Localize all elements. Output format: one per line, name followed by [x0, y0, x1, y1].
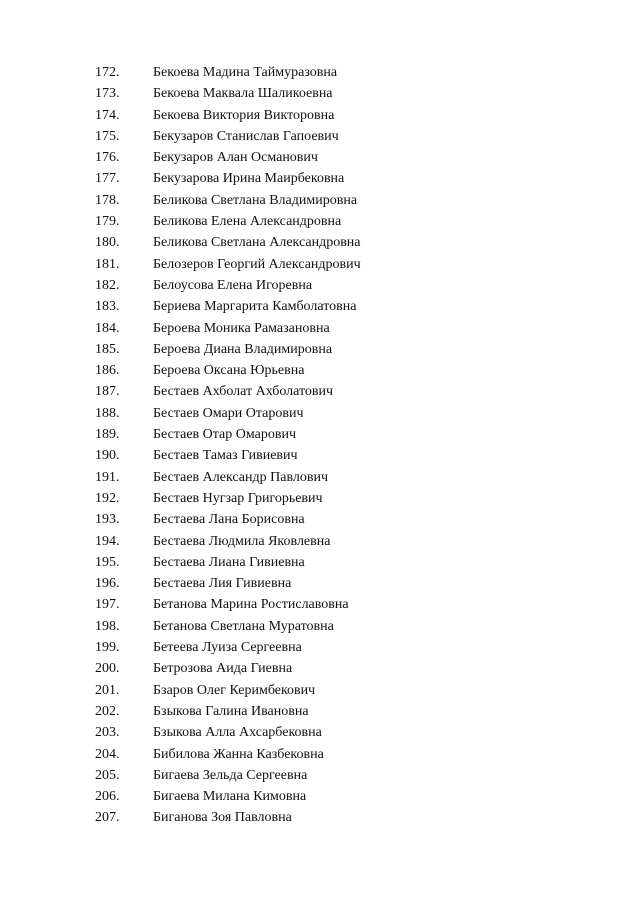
item-number: 184. — [95, 320, 120, 336]
list-item — [0, 318, 640, 339]
item-number: 178. — [95, 192, 120, 208]
person-name: Бигаева Зельда Сергеевна — [153, 767, 308, 783]
item-number: 173. — [95, 86, 120, 102]
person-name: Бетрозова Аида Гиевна — [153, 661, 293, 677]
list-item — [0, 296, 640, 317]
item-number: 195. — [95, 554, 120, 570]
person-name: Бекузаров Станислав Гапоевич — [153, 128, 339, 144]
person-name: Бекузарова Ирина Маирбековна — [153, 171, 345, 187]
item-number: 201. — [95, 682, 120, 698]
person-name: Бестаева Лана Борисовна — [153, 512, 305, 528]
person-name: Бигаева Милана Кимовна — [153, 789, 307, 805]
list-item — [0, 190, 640, 211]
list-item — [0, 594, 640, 615]
item-number: 202. — [95, 703, 120, 719]
person-name: Бибилова Жанна Казбековна — [153, 746, 324, 762]
item-number: 179. — [95, 214, 120, 230]
list-item — [0, 105, 640, 126]
person-name: Бетанова Марина Ростиславовна — [153, 597, 349, 613]
person-name: Бестаева Лия Гивиевна — [153, 576, 292, 592]
person-name: Бестаев Тамаз Гивиевич — [153, 448, 298, 464]
person-name: Бестаев Ахболат Ахболатович — [153, 384, 334, 400]
person-name: Бекоева Мадина Таймуразовна — [153, 65, 338, 80]
list-item — [0, 658, 640, 679]
item-number: 176. — [95, 150, 120, 166]
item-number: 203. — [95, 725, 120, 741]
person-name: Бестаева Лиана Гивиевна — [153, 554, 305, 570]
list-item — [0, 637, 640, 658]
person-name: Белоусова Елена Игоревна — [153, 277, 313, 293]
list-item — [0, 403, 640, 424]
list-item — [0, 765, 640, 786]
list-item — [0, 232, 640, 253]
person-name: Бетеева Луиза Сергеевна — [153, 640, 302, 656]
list-item — [0, 807, 640, 828]
item-number: 185. — [95, 341, 120, 357]
person-name: Беликова Елена Александровна — [153, 214, 342, 230]
item-number: 193. — [95, 512, 120, 528]
person-name: Бекоева Виктория Викторовна — [153, 107, 335, 123]
person-name: Бериева Маргарита Камболатовна — [153, 299, 357, 315]
list-item — [0, 552, 640, 573]
item-number: 174. — [95, 107, 120, 123]
item-number: 192. — [95, 490, 120, 506]
item-number: 175. — [95, 128, 120, 144]
list-item — [0, 126, 640, 147]
item-number: 181. — [95, 256, 120, 272]
item-number: 190. — [95, 448, 120, 464]
list-item — [0, 360, 640, 381]
item-number: 177. — [95, 171, 120, 187]
item-number: 205. — [95, 767, 120, 783]
item-number: 191. — [95, 469, 120, 485]
list-item — [0, 83, 640, 104]
person-name: Бестаева Людмила Яковлевна — [153, 533, 331, 549]
person-name: Бестаев Александр Павлович — [153, 469, 328, 485]
person-name: Бестаев Нугзар Григорьевич — [153, 490, 323, 506]
person-name: Биганова Зоя Павловна — [153, 810, 292, 826]
item-number: 194. — [95, 533, 120, 549]
list-item — [0, 445, 640, 466]
item-number: 198. — [95, 618, 120, 634]
person-name: Бестаев Омари Отарович — [153, 405, 304, 421]
list-item — [0, 616, 640, 637]
person-name: Бестаев Отар Омарович — [153, 427, 296, 443]
list-item — [0, 744, 640, 765]
list-item — [0, 147, 640, 168]
person-name: Бероева Оксана Юрьевна — [153, 363, 305, 379]
person-name: Бекузаров Алан Османович — [153, 150, 318, 166]
item-number: 186. — [95, 363, 120, 379]
list-item — [0, 488, 640, 509]
list-item — [0, 509, 640, 530]
person-name: Бзаров Олег Керимбекович — [153, 682, 316, 698]
item-number: 199. — [95, 640, 120, 656]
item-number: 207. — [95, 810, 120, 826]
person-name: Бероева Моника Рамазановна — [153, 320, 330, 336]
person-name: Бетанова Светлана Муратовна — [153, 618, 334, 634]
person-name: Бекоева Маквала Шаликоевна — [153, 86, 333, 102]
person-name: Беликова Светлана Владимировна — [153, 192, 358, 208]
person-name: Бзыкова Галина Ивановна — [153, 703, 309, 719]
list-item — [0, 786, 640, 807]
item-number: 206. — [95, 789, 120, 805]
list-item — [0, 722, 640, 743]
list-item — [0, 339, 640, 360]
item-number: 200. — [95, 661, 120, 677]
item-number: 180. — [95, 235, 120, 251]
list-item — [0, 701, 640, 722]
person-name: Беликова Светлана Александровна — [153, 235, 361, 251]
item-number: 182. — [95, 277, 120, 293]
item-number: 189. — [95, 427, 120, 443]
list-item — [0, 467, 640, 488]
list-item — [0, 680, 640, 701]
list-item — [0, 254, 640, 275]
item-number: 172. — [95, 65, 120, 80]
list-item — [0, 168, 640, 189]
person-name: Бзыкова Алла Ахсарбековна — [153, 725, 322, 741]
item-number: 196. — [95, 576, 120, 592]
list-item — [0, 211, 640, 232]
list-item — [0, 62, 640, 83]
item-number: 187. — [95, 384, 120, 400]
item-number: 204. — [95, 746, 120, 762]
list-item — [0, 531, 640, 552]
list-item — [0, 573, 640, 594]
person-name: Белозеров Георгий Александрович — [153, 256, 361, 272]
list-item — [0, 424, 640, 445]
list-item — [0, 381, 640, 402]
person-name: Бероева Диана Владимировна — [153, 341, 333, 357]
name-list — [0, 62, 640, 829]
item-number: 183. — [95, 299, 120, 315]
list-item — [0, 275, 640, 296]
item-number: 188. — [95, 405, 120, 421]
item-number: 197. — [95, 597, 120, 613]
